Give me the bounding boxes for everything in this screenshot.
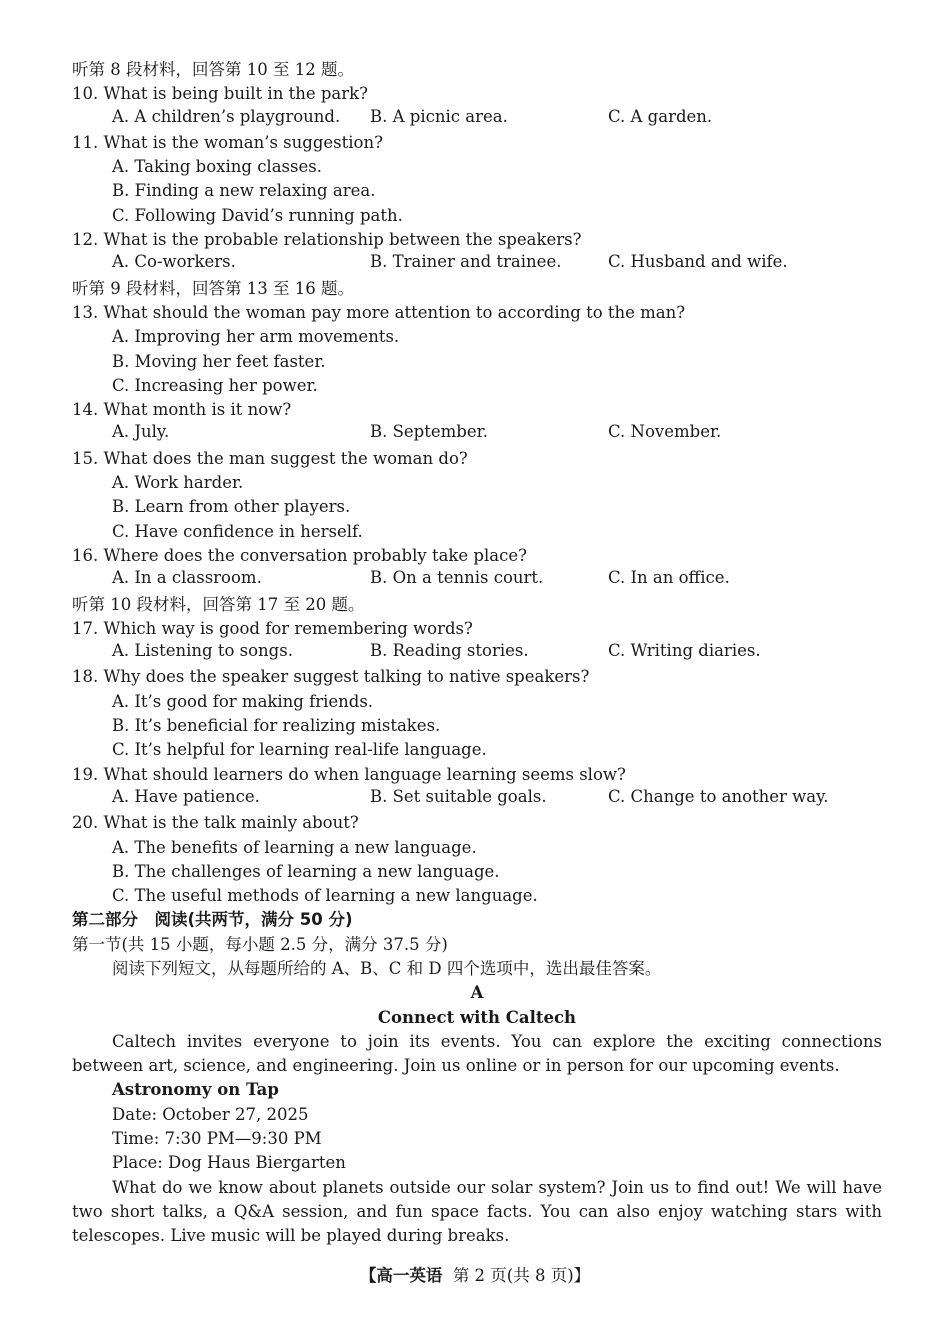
option-c: C. Writing diaries. [608, 641, 761, 661]
question-stem: 17. Which way is good for remembering words? [72, 618, 473, 638]
option-b: B. Reading stories. [370, 641, 529, 661]
option-a: A. Have patience. [112, 786, 260, 806]
question-stem: 18. Why does the speaker suggest talking to native speakers? [72, 667, 590, 687]
option-b: B. Trainer and trainee. [370, 252, 562, 272]
question-stem: 12. What is the probable relationship between the speakers? [72, 230, 582, 250]
option-c: C. November. [608, 422, 722, 442]
page-footer [0, 1262, 950, 1286]
section-title: 第一节(共 15 小题，每小题 2.5 分，满分 37.5 分) [72, 934, 448, 954]
section-instruction: 听第 8 段材料，回答第 10 至 12 题。 [72, 60, 354, 79]
option-c: C. Husband and wife. [608, 252, 788, 272]
option-a: A. The benefits of learning a new language. [112, 837, 477, 857]
reading-instructions: 阅读下列短文，从每题所给的 A、B、C 和 D 四个选项中，选出最佳答案。 [112, 958, 662, 978]
option-a: A. Work harder. [112, 473, 244, 493]
option-a: A. Listening to songs. [112, 641, 293, 661]
option-b: B. Finding a new relaxing area. [112, 181, 376, 201]
option-row [72, 568, 882, 592]
option-a: A. A children’s playground. [112, 106, 341, 126]
passage-title: Connect with Caltech [377, 1007, 577, 1027]
option-c: C. In an office. [608, 568, 730, 588]
footer-subject: 【高一英语 [359, 1266, 443, 1285]
passage-label: A [470, 983, 484, 1003]
option-b: B. Set suitable goals. [370, 786, 547, 806]
section-instruction: 听第 10 段材料，回答第 17 至 20 题。 [72, 594, 365, 614]
option-b: B. Moving her feet faster. [112, 351, 326, 371]
question-stem: 14. What month is it now? [72, 400, 292, 420]
option-c: C. Following David’s running path. [112, 205, 403, 225]
event-title: Astronomy on Tap [112, 1080, 279, 1100]
question-stem: 13. What should the woman pay more attention to according to the man? [72, 302, 686, 322]
question-stem: 20. What is the talk mainly about? [72, 813, 359, 833]
section-instruction: 听第 9 段材料，回答第 13 至 16 题。 [72, 278, 354, 298]
option-row [72, 787, 882, 811]
option-row [72, 641, 882, 665]
question-stem: 10. What is being built in the park? [72, 84, 368, 104]
option-b: B. Learn from other players. [112, 497, 351, 517]
option-c: C. Increasing her power. [112, 375, 318, 395]
question-stem: 19. What should learners do when language learning seems slow? [72, 764, 626, 784]
option-c: C. Change to another way. [608, 786, 829, 806]
question-stem: 11. What is the woman’s suggestion? [72, 132, 383, 152]
option-a: A. Improving her arm movements. [112, 327, 400, 347]
question-stem: 15. What does the man suggest the woman do? [72, 448, 468, 468]
option-a: A. It’s good for making friends. [112, 691, 374, 711]
option-c: C. Have confidence in herself. [112, 521, 363, 541]
option-c: C. A garden. [608, 106, 713, 126]
option-row [72, 422, 882, 446]
option-c: C. It’s helpful for learning real-life language. [112, 740, 487, 760]
option-c: C. The useful methods of learning a new language. [112, 886, 538, 906]
option-b: B. On a tennis court. [370, 568, 544, 588]
intro-paragraph: Caltech invites everyone to join its events. You can explore the exciting connections between art, science, and engineering. Join us online or in person for our upcoming events. [72, 1031, 882, 1076]
option-a: A. Co-workers. [112, 252, 236, 272]
option-row [72, 252, 882, 276]
exam-page [72, 58, 882, 1249]
option-a: A. In a classroom. [112, 568, 262, 588]
option-a: A. Taking boxing classes. [112, 157, 322, 177]
event-time: Time: 7:30 PM—9:30 PM [112, 1129, 322, 1149]
part-title: 第二部分 阅读(共两节，满分 50 分) [72, 910, 353, 930]
option-a: A. July. [112, 422, 170, 442]
option-b: B. The challenges of learning a new language. [112, 861, 500, 881]
option-b: B. A picnic area. [370, 106, 508, 126]
event-description: What do we know about planets outside our solar system? Join us to find out! We will have two short talks, a Q&A session, and fun space facts. You can also enjoy watching stars with telescopes. Live music will be played during breaks. [72, 1177, 882, 1246]
option-row [72, 107, 882, 131]
option-b: B. It’s beneficial for realizing mistakes. [112, 716, 441, 736]
option-b: B. September. [370, 422, 488, 442]
event-date: Date: October 27, 2025 [112, 1104, 309, 1124]
event-place: Place: Dog Haus Biergarten [112, 1153, 346, 1173]
question-stem: 16. Where does the conversation probably take place? [72, 545, 527, 565]
footer-page: 第 2 页(共 8 页)】 [452, 1266, 591, 1285]
